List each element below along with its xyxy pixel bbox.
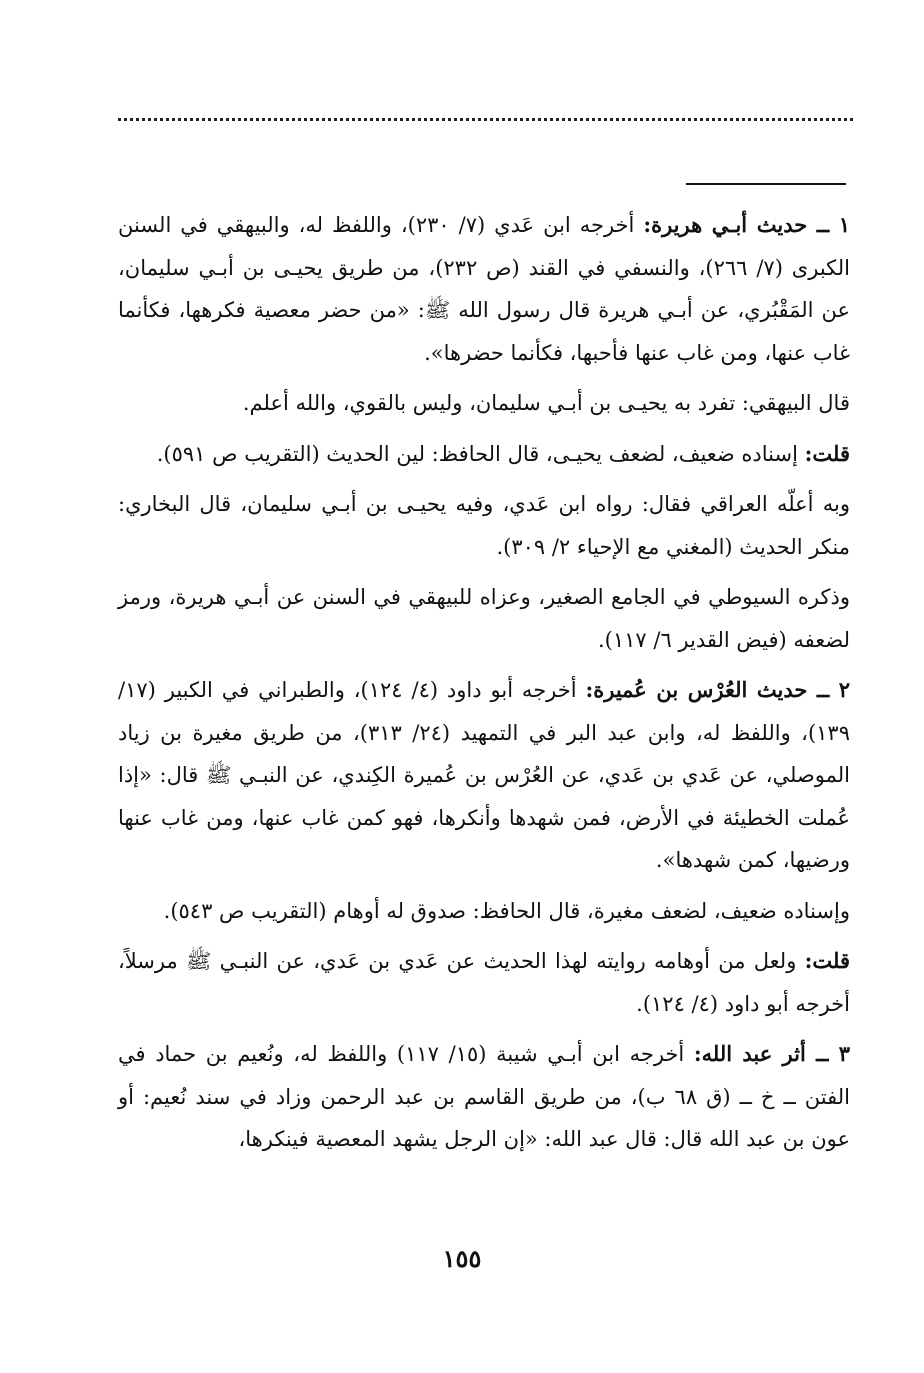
footnote-heading: ١ ــ حديث أبـي هريرة: xyxy=(643,212,850,237)
footnote-text: وذكره السيوطي في الجامع الصغير، وعزاه للبيهقي في السنن عن أبـي هريرة، ورمز لضعفه (فيض القدير ٦/ ١١٧). xyxy=(118,585,850,652)
footnote-text: إسناده ضعيف، لضعف يحيـى، قال الحافظ: لين الحديث (التقريب ص ٥٩١). xyxy=(156,441,805,466)
footnote-paragraph xyxy=(118,940,850,1025)
footnote-paragraph xyxy=(118,669,850,882)
footnote-text: أخرجه ابن عَدي (٧/ ٢٣٠)، واللفظ له، والبيهقي في السنن الكبرى (٧/ ٢٦٦)، والنسفي في القند (ص ٢٣٢)، من طريق يحيـى بن أبـي سليمان، عن المَقْبُري، عن أبـي هريرة قال رسول الله ﷺ: «من حضر معصية فكرهها، فكأنما غاب عنها، ومن غاب عنها فأحبها، فكأنما حضرها». xyxy=(118,213,850,365)
footnote-paragraph xyxy=(118,576,850,661)
footnote-text: ولعل من أوهامه روايته لهذا الحديث عن عَدي بن عَدي، عن النبـي ﷺ مرسلاً، أخرجه أبو داود (٤/ ١٢٤). xyxy=(118,949,850,1016)
footnote-text: أخرجه أبو داود (٤/ ١٢٤)، والطبراني في الكبير (١٧/ ١٣٩)، واللفظ له، وابن عبد البر في التمهيد (٢٤/ ٣١٣)، من طريق مغيرة بن زياد الموصلي، عن عَدي بن عَدي، عن العُرْس بن عُميرة الكِندي، عن النبـي ﷺ قال: «إذا عُملت الخطيئة في الأرض، فمن شهدها وأنكرها، فهو كمن غاب عنها، ومن غاب عنها ورضيها، كمن شهدها». xyxy=(118,678,850,872)
footnote-heading: ٣ ــ أثر عبد الله: xyxy=(693,1041,850,1066)
footnote-paragraph xyxy=(118,483,850,568)
footnote-paragraph xyxy=(118,382,850,425)
footnote-heading: قلت: xyxy=(804,440,850,466)
dotted-separator xyxy=(118,118,853,121)
footnote-text: وبه أعلّه العراقي فقال: رواه ابن عَدي، وفيه يحيـى بن أبـي سليمان، قال البخاري: منكر الحديث (المغني مع الإحياء ٢/ ٣٠٩). xyxy=(118,492,850,559)
footnote-text: أخرجه ابن أبـي شيبة (١٥/ ١١٧) واللفظ له، ونُعيم بن حماد في الفتن ــ خ ــ (ق ٦٨ ب)، من طريق القاسم بن عبد الرحمن وزاد في سند نُعيم: أو عون بن عبد الله قال: قال عبد الله: «إن الرجل يشهد المعصية فينكرها، xyxy=(118,1042,850,1151)
footnotes-body xyxy=(118,204,850,1169)
footnote-paragraph xyxy=(118,433,850,476)
footnote-heading: قلت: xyxy=(804,948,850,973)
footnote-paragraph xyxy=(118,890,850,933)
page-number: ١٥٥ xyxy=(442,1244,482,1273)
footnote-paragraph xyxy=(118,204,850,374)
footnote-text: قال البيهقي: تفرد به يحيـى بن أبـي سليمان، وليس بالقوي، والله أعلم. xyxy=(242,391,850,415)
footnote-heading: ٢ ــ حديث العُرْس بن عُميرة: xyxy=(585,677,850,702)
footnote-rule xyxy=(686,183,846,185)
footnote-paragraph xyxy=(118,1033,850,1161)
footnote-text: وإسناده ضعيف، لضعف مغيرة، قال الحافظ: صدوق له أوهام (التقريب ص ٥٤٣). xyxy=(163,898,850,923)
